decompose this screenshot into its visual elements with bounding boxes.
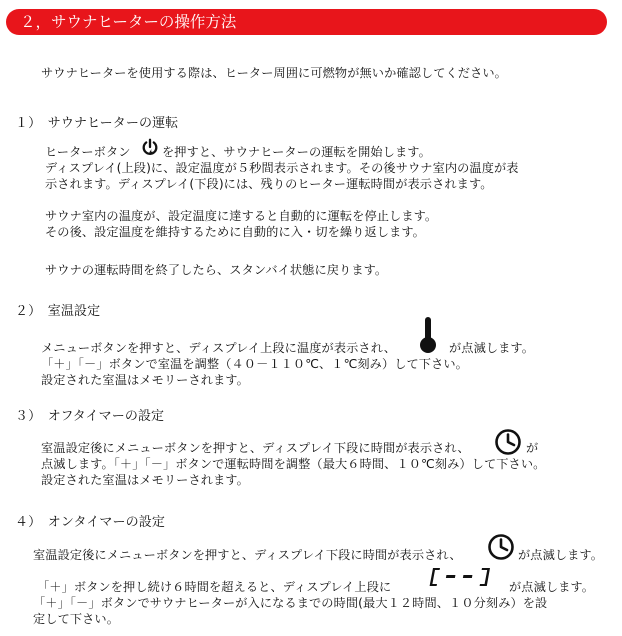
section-1-heading: １） サウナヒーターの運転 [15, 116, 179, 131]
segment-display-icon [424, 566, 500, 594]
section-3-line: 室温設定後にメニューボタンを押すと、ディスプレイ下段に時間が表示され、 [41, 441, 470, 455]
section-1-line: サウナ室内の温度が、設定温度に達すると自動的に運転を停止します。 [45, 209, 438, 223]
section-1-line: サウナの運転時間を終了したら、スタンバイ状態に戻ります。 [45, 263, 388, 277]
section-2-heading: ２） 室温設定 [15, 304, 101, 319]
section-4-line: 室温設定後にメニューボタンを押すと、ディスプレイ下段に時間が表示され、 [33, 548, 462, 562]
section-4-line: が点滅します。 [518, 548, 604, 562]
section-3-line: 設定された室温はメモリーされます。 [41, 473, 249, 487]
section-2-line: メニューボタンを押すと、ディスプレイ上段に温度が表示され、 [41, 341, 396, 355]
section-header-bar [6, 9, 607, 35]
section-3-heading: ３） オフタイマーの設定 [15, 409, 165, 424]
intro-text: サウナヒーターを使用する際は、ヒーター周囲に可燃物が無いか確認してください。 [41, 66, 507, 80]
section-1-line: ディスプレイ(上段)に、設定温度が５秒間表示されます。その後サウナ室内の温度が表 [45, 161, 519, 175]
section-2-line: が点滅します。 [449, 341, 535, 355]
section-4-line: 定して下さい。 [33, 612, 120, 626]
section-2-line: 「＋」「－」ボタンで室温を調整（４０－１１０℃、１℃刻み）して下さい。 [41, 357, 468, 371]
section-4-line: 「＋」「－」ボタンでサウナヒーターが入になるまでの時間(最大１２時間、１０分刻み）を設 [33, 596, 548, 610]
thermometer-icon [417, 316, 439, 358]
section-1-line: ヒーターボタン [45, 145, 131, 159]
clock-icon [487, 533, 515, 565]
section-4-heading: ４） オンタイマーの設定 [15, 515, 165, 530]
section-1-line: 示されます。ディスプレイ(下段)には、残りのヒーター運転時間が表示されます。 [45, 177, 493, 191]
section-2-line: 設定された室温はメモリーされます。 [41, 373, 249, 387]
section-3-line: 点滅します。「＋」「－」ボタンで運転時間を調整（最大６時間、１０℃刻み）して下さい。 [41, 457, 546, 471]
section-3-line: が [526, 441, 539, 455]
section-4-line: が点滅します。 [509, 580, 595, 594]
section-1-line: その後、設定温度を維持するために自動的に入・切を繰り返します。 [45, 225, 425, 239]
section-4-line: 「＋」ボタンを押し続け６時間を超えると、ディスプレイ上段に [37, 580, 392, 594]
power-icon [141, 138, 159, 162]
section-1-line: を押すと、サウナヒーターの運転を開始します。 [162, 145, 431, 159]
section-title: ２，サウナヒーターの操作方法 [20, 13, 237, 31]
